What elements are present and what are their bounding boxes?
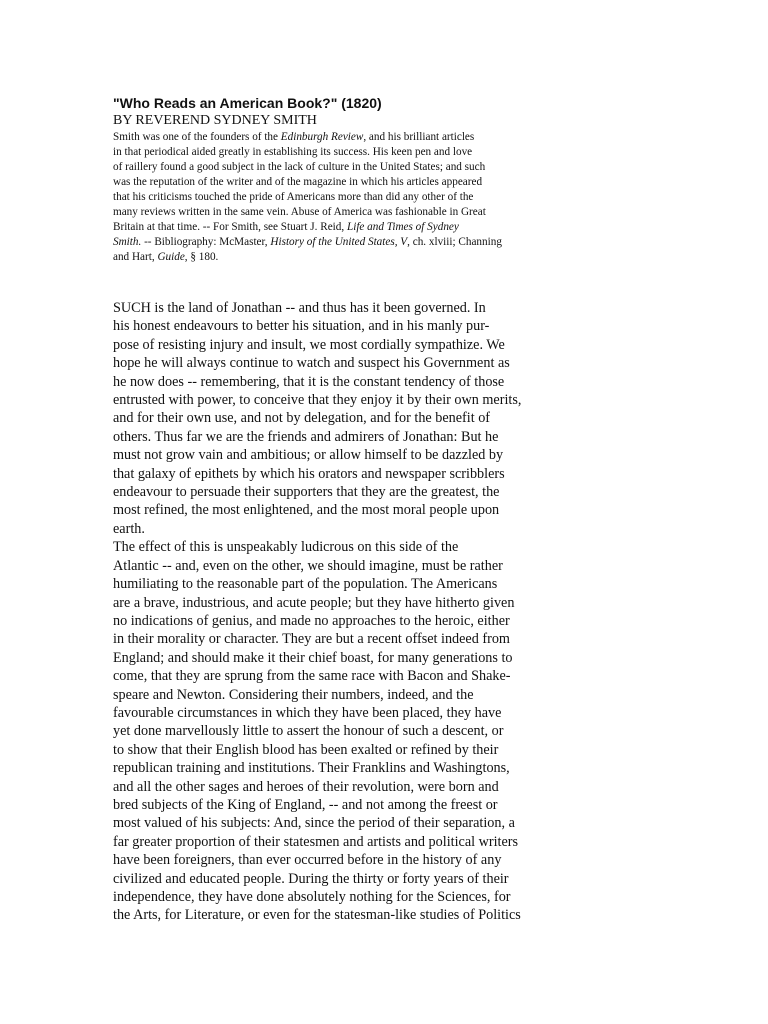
intro-text: -- Bibliography: McMaster, xyxy=(141,236,271,248)
body-line: far greater proportion of their statesmen and artists and political writers xyxy=(113,833,518,850)
intro-line xyxy=(113,160,613,175)
body-line: his honest endeavours to better his situation, and in his manly pur- xyxy=(113,318,490,335)
intro-italic-text: History of the United States, V xyxy=(270,236,408,248)
author-byline: BY REVEREND SYDNEY SMITH xyxy=(113,113,317,128)
body-line: civilized and educated people. During the thirty or forty years of their xyxy=(113,870,509,887)
intro-text: many reviews written in the same vein. Abuse of America was fashionable in Great xyxy=(113,206,486,218)
intro-line xyxy=(113,190,613,205)
intro-text: and Hart, xyxy=(113,251,158,263)
body-line: to show that their English blood has been exalted or refined by their xyxy=(113,741,499,758)
body-line: no indications of genius, and made no approaches to the heroic, either xyxy=(113,612,510,629)
body-line: in their morality or character. They are but a recent offset indeed from xyxy=(113,631,510,648)
body-line: pose of resisting injury and insult, we most cordially sympathize. We xyxy=(113,336,505,353)
body-line: the Arts, for Literature, or even for the statesman-like studies of Politics xyxy=(113,907,521,924)
body-line: and all the other sages and heroes of their revolution, were born and xyxy=(113,778,499,795)
body-line: entrusted with power, to conceive that they enjoy it by their own merits, xyxy=(113,392,522,409)
intro-text: was the reputation of the writer and of the magazine in which his articles appeared xyxy=(113,176,483,188)
body-line: yet done marvellously little to assert the honour of such a descent, or xyxy=(113,723,504,740)
body-line: he now does -- remembering, that it is the constant tendency of those xyxy=(113,373,505,390)
body-line: must not grow vain and ambitious; or allow himself to be dazzled by xyxy=(113,447,504,464)
body-line: humiliating to the reasonable part of the population. The Americans xyxy=(113,576,498,593)
body-line: have been foreigners, than ever occurred before in the history of any xyxy=(113,852,502,869)
intro-italic-text: Guide xyxy=(157,251,185,263)
intro-line xyxy=(113,220,613,235)
body-line: speare and Newton. Considering their numbers, indeed, and the xyxy=(113,686,474,703)
body-line: most valued of his subjects: And, since the period of their separation, a xyxy=(113,815,515,832)
intro-text: that his criticisms touched the pride of Americans more than did any other of the xyxy=(113,191,474,203)
intro-text: Smith was one of the founders of the xyxy=(113,131,281,143)
intro-text: , § 180. xyxy=(184,251,219,263)
body-text xyxy=(113,299,613,925)
body-line: others. Thus far we are the friends and admirers of Jonathan: But he xyxy=(113,428,499,445)
body-line: are a brave, industrious, and acute people; but they have hitherto given xyxy=(113,594,515,611)
intro-text: of raillery found a good subject in the lack of culture in the United States; and such xyxy=(113,161,486,173)
intro-italic-text: Smith. xyxy=(113,236,142,248)
intro-line xyxy=(113,175,613,190)
intro-line xyxy=(113,145,613,160)
body-line: republican training and institutions. Their Franklins and Washingtons, xyxy=(113,760,510,777)
body-line: favourable circumstances in which they have been placed, they have xyxy=(113,704,502,721)
body-line: earth. xyxy=(113,520,145,537)
intro-line xyxy=(113,130,613,145)
body-line: come, that they are sprung from the same race with Bacon and Shake- xyxy=(113,668,511,685)
intro-text: , ch. xlviii; Channing xyxy=(407,236,502,248)
body-line: SUCH is the land of Jonathan -- and thus has it been governed. In xyxy=(113,300,486,316)
body-line: The effect of this is unspeakably ludicrous on this side of the xyxy=(113,539,459,556)
body-line: hope he will always continue to watch and suspect his Government as xyxy=(113,355,510,372)
intro-line xyxy=(113,205,613,220)
body-line: most refined, the most enlightened, and the most moral people upon xyxy=(113,502,500,519)
document-page xyxy=(113,94,613,925)
intro-text: in that periodical aided greatly in establishing its success. His keen pen and love xyxy=(113,146,473,158)
intro-paragraph xyxy=(113,130,613,265)
intro-italic-text: Edinburgh Review xyxy=(280,131,364,143)
document-title: "Who Reads an American Book?" (1820) xyxy=(113,95,382,111)
body-line: Atlantic -- and, even on the other, we should imagine, must be rather xyxy=(113,557,503,574)
intro-line xyxy=(113,235,613,250)
intro-text: , and his brilliant articles xyxy=(363,131,475,143)
body-line: England; and should make it their chief boast, for many generations to xyxy=(113,649,513,666)
intro-line xyxy=(113,250,613,265)
intro-text: Britain at that time. -- For Smith, see Stuart J. Reid, xyxy=(113,221,347,233)
intro-italic-text: Life and Times of Sydney xyxy=(346,221,459,233)
body-line: endeavour to persuade their supporters that they are the greatest, the xyxy=(113,484,500,501)
body-line: that galaxy of epithets by which his orators and newspaper scribblers xyxy=(113,465,505,482)
body-line: bred subjects of the King of England, -- and not among the freest or xyxy=(113,796,498,813)
body-line: and for their own use, and not by delegation, and for the benefit of xyxy=(113,410,491,427)
body-line: independence, they have done absolutely nothing for the Sciences, for xyxy=(113,889,511,905)
